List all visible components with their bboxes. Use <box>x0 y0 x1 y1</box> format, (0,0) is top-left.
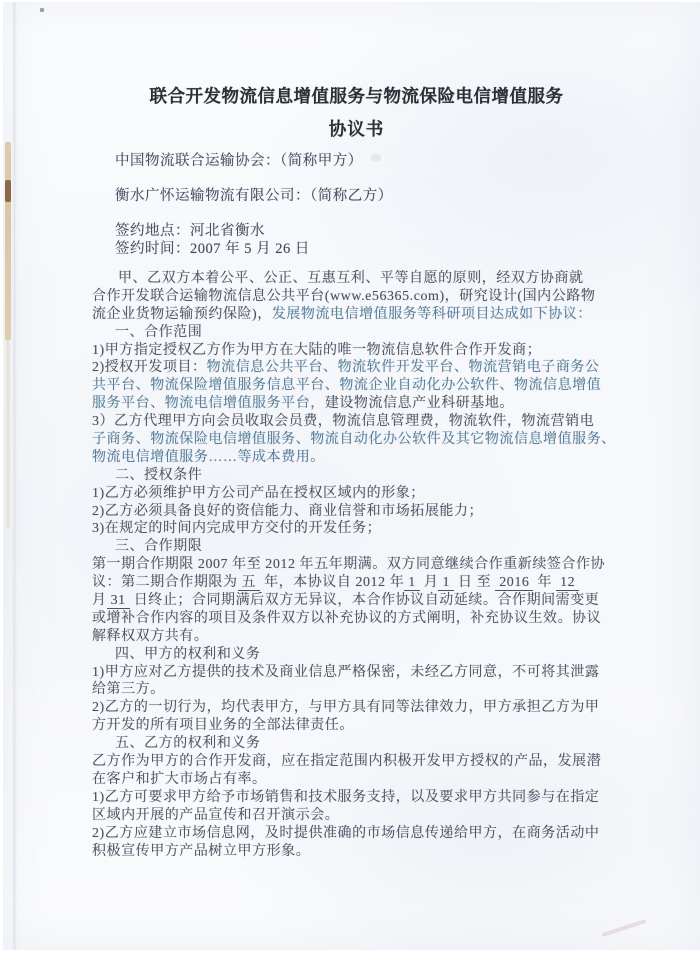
body-line <box>92 771 654 789</box>
text-segment: 合作开发联合运输物流信息公共平台(www.e56365.com)，研究设计(国内公路物 <box>92 288 596 304</box>
body-line <box>92 753 654 771</box>
text-segment: 1)乙方必须维护甲方公司产品在授权区域内的形象； <box>92 485 425 501</box>
body-line <box>92 681 654 699</box>
body-line <box>92 485 654 503</box>
text-segment: 三、合作期限 <box>115 539 203 555</box>
body-line <box>92 789 654 807</box>
body-line <box>92 520 654 538</box>
text-segment: 区域内开展的产品宣传和召开演示会。 <box>92 807 340 823</box>
body-line <box>92 628 654 646</box>
body-line <box>92 431 654 449</box>
section-heading <box>92 467 654 485</box>
text-segment: 1)乙方可要求甲方给予市场销售和技术服务支持，以及要求甲方共同参与在指定 <box>92 789 600 805</box>
body-line <box>92 449 654 467</box>
text-segment: 给第三方。 <box>92 682 165 698</box>
text-segment: 2)授权开发项目： <box>92 360 207 376</box>
text-segment: 积极宣传甲方产品树立甲方形象。 <box>92 843 311 859</box>
party-b-line: 衡水广怀运输物流有限公司：（简称乙方） <box>115 188 393 204</box>
text-segment: 1)甲方应对乙方提供的技术及商业信息严格保密，未经乙方同意，不可将其泄露 <box>92 664 600 680</box>
document-body <box>92 270 654 860</box>
scan-speck <box>40 8 44 12</box>
body-line <box>92 342 654 360</box>
text-segment: 一、合作范围 <box>115 324 203 340</box>
sign-date-line: 签约时间：2007 年 5 月 26 日 <box>115 241 310 257</box>
text-segment: 月 <box>419 575 439 591</box>
text-segment: 流企业货物运输预约保险)， <box>92 306 272 322</box>
document-title: 联合开发物流信息增值服务与物流保险电信增值服务 <box>149 86 564 106</box>
scan-edge-spot <box>5 180 11 202</box>
scan-edge-fade <box>6 338 10 528</box>
filled-blank: 1 <box>438 575 454 591</box>
text-segment: 建设物流信息产业科研基地。 <box>324 396 514 412</box>
scanned-page <box>3 2 700 950</box>
body-line <box>92 825 654 843</box>
filled-blank: 12 <box>556 575 579 591</box>
text-segment: 四、甲方的权利和义务 <box>115 646 261 662</box>
text-segment: 2)乙方应建立市场信息网，及时提供准确的市场信息传递给甲方，在商务活动中 <box>92 825 600 841</box>
filled-blank: 31 <box>107 593 130 609</box>
scan-smudge-small <box>371 154 381 162</box>
text-segment: 或增补合作内容的项目及条件双方以补充协议的方式阐明，补充协议生效。协议 <box>92 610 602 626</box>
body-line <box>92 699 654 717</box>
section-heading <box>92 735 654 753</box>
text-segment: 甲、乙双方本着公平、公正、互惠互利、平等自愿的原则，经双方协商就 <box>118 271 584 286</box>
text-segment: 议：第二期合作期限为 <box>92 575 238 591</box>
text-segment: 在客户和扩大市场占有率。 <box>92 771 267 787</box>
text-segment: 3）乙方代理甲方向会员收取会员费，物流信息管理费，物流软件，物流营销电 <box>92 414 595 430</box>
text-segment: 2)乙方的一切行为，均代表甲方，与甲方具有同等法律效力，甲方承担乙方为甲 <box>92 700 600 716</box>
text-segment: 共平台、物流保险增值服务信息平台、物流企业自动化办公软件、物流信息增值 <box>92 378 602 394</box>
body-line <box>92 359 654 377</box>
text-segment: 物流电信增值服务……等成本费用。 <box>92 449 325 465</box>
section-heading <box>92 538 654 556</box>
section-heading <box>92 324 654 342</box>
text-segment: 1)甲方指定授权乙方作为甲方在大陆的唯一物流信息软件合作开发商； <box>92 342 542 358</box>
text-segment: 二、授权条件 <box>115 467 203 483</box>
body-line <box>92 556 654 574</box>
scan-smudge <box>602 919 647 937</box>
text-segment: 日 至 <box>454 575 496 591</box>
body-line <box>92 807 654 825</box>
filled-blank: 2016 <box>495 575 533 591</box>
body-line <box>92 377 654 395</box>
text-segment: 3)在规定的时间内完成甲方交付的开发任务； <box>92 521 382 537</box>
body-line <box>92 843 654 861</box>
scan-edge-artifact <box>5 142 11 340</box>
body-line <box>92 574 654 592</box>
party-a-line: 中国物流联合运输协会：（简称甲方） <box>115 153 363 169</box>
text-segment: 发展物流电信增值服务等科研项目达成如下协议： <box>271 306 592 322</box>
section-heading <box>92 646 654 664</box>
text-segment: 年 <box>533 575 557 591</box>
text-segment: 年，本协议自 2012 年 <box>260 575 405 591</box>
text-segment: 解释权双方共有。 <box>92 628 209 644</box>
body-line <box>92 288 654 306</box>
body-line <box>92 395 654 413</box>
scan-edge-line <box>12 2 17 950</box>
body-line <box>92 413 654 431</box>
filled-blank: 五 <box>238 575 261 591</box>
body-line <box>92 664 654 682</box>
body-line <box>92 503 654 521</box>
text-segment: 五、乙方的权利和义务 <box>115 736 261 752</box>
body-line <box>92 306 654 324</box>
filled-blank: 1 <box>404 575 420 591</box>
text-segment: 方开发的所有项目业务的全部法律责任。 <box>92 718 354 734</box>
text-segment: 服务平台、物流电信增值服务平台， <box>92 396 325 412</box>
document-subtitle: 协议书 <box>328 119 385 139</box>
text-segment: 物流信息公共平台、物流软件开发平台、物流营销电子商务公 <box>206 360 600 376</box>
text-segment: 2)乙方必须具备良好的资信能力、商业信誉和市场拓展能力； <box>92 503 484 519</box>
body-line <box>92 610 654 628</box>
body-line <box>92 717 654 735</box>
text-segment: 乙方作为甲方的合作开发商，应在指定范围内积极开发甲方授权的产品，发展潜 <box>92 754 602 770</box>
text-segment: 子商务、物流保险电信增值服务、物流自动化办公软件及其它物流信息增值服务、 <box>92 432 616 448</box>
body-line <box>92 270 654 288</box>
text-segment: 第一期合作期限 2007 年至 2012 年五年期满。双方同意继续合作重新续签合作协 <box>92 557 606 573</box>
text-segment: 月 <box>92 593 107 609</box>
text-segment: 日终止；合同期满后双方无异议，本合作协议自动延续。合作期间需变更 <box>129 593 600 609</box>
sign-place-line: 签约地点：河北省衡水 <box>115 223 265 239</box>
body-line <box>92 592 654 610</box>
